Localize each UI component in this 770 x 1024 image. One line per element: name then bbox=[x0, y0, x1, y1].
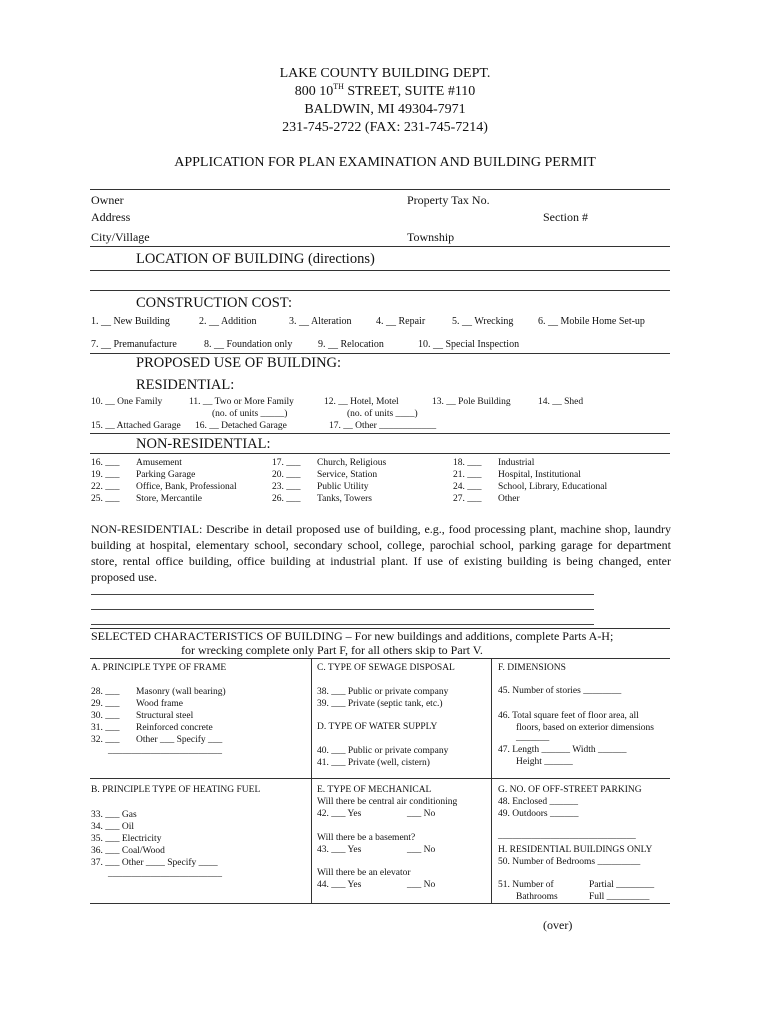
answer-line[interactable] bbox=[91, 609, 594, 610]
cost-item[interactable]: 10. __ Special Inspection bbox=[418, 339, 520, 350]
part-a-heading: A. PRINCIPLE TYPE OF FRAME bbox=[91, 663, 227, 673]
res-item-13[interactable]: 13. __ Pole Building bbox=[432, 397, 511, 407]
part-e-heading: E. TYPE OF MECHANICAL bbox=[317, 785, 432, 795]
part-b-items[interactable]: 33. ___ Gas 34. ___ Oil 35. ___ Electricity 36. ___ Coal/Wood 37. ___ Other ____ Specify ____ bbox=[91, 810, 218, 868]
part-b-heading: B. PRINCIPLE TYPE OF HEATING FUEL bbox=[91, 785, 261, 795]
top-rule bbox=[90, 189, 670, 190]
city-label[interactable]: City/Village bbox=[91, 230, 150, 244]
res-item-15[interactable]: 15. __ Attached Garage bbox=[91, 421, 181, 431]
cost-item[interactable]: 2. __ Addition bbox=[199, 316, 257, 327]
part-d-heading: D. TYPE OF WATER SUPPLY bbox=[317, 722, 438, 732]
section-label[interactable]: Section # bbox=[543, 210, 588, 224]
res-item-11[interactable]: 11. __ Two or More Family bbox=[189, 397, 294, 407]
part-f-sqft-note: floors, based on exterior dimensions bbox=[516, 723, 654, 733]
rule bbox=[90, 658, 670, 659]
res-item-14[interactable]: 14. __ Shed bbox=[538, 397, 584, 407]
res-item-12[interactable]: 12. __ Hotel, Motel bbox=[324, 397, 399, 407]
part-h-partial[interactable]: Partial ________ bbox=[589, 880, 655, 890]
rule bbox=[90, 453, 670, 454]
part-a-items: Masonry (wall bearing) Wood frame Structural steel Reinforced concrete Other ___ Specify ___ bbox=[136, 687, 226, 745]
part-g-heading: G. NO. OF OFF-STREET PARKING bbox=[498, 785, 642, 795]
township-label[interactable]: Township bbox=[407, 230, 455, 244]
res-item-10[interactable]: 10. __ One Family bbox=[91, 397, 163, 407]
part-g-outdoors[interactable]: 49. Outdoors ______ bbox=[498, 809, 579, 819]
part-a-blank[interactable]: ________________________ bbox=[108, 746, 222, 756]
part-e-q1: Will there be central air conditioning bbox=[317, 797, 458, 807]
nonres-col3-labels: Industrial Hospital, Institutional School, Library, Educational Other bbox=[498, 458, 608, 504]
res-item-16[interactable]: 16. __ Detached Garage bbox=[195, 421, 287, 431]
cost-item[interactable]: 4. __ Repair bbox=[376, 316, 426, 327]
cost-item[interactable]: 3. __ Alteration bbox=[289, 316, 352, 327]
nonres-description: NON-RESIDENTIAL: Describe in detail proposed use of building, e.g., food processing plant, machine shop, laundry building at hospital, elementary school, secondary school, college, parochial school, parking garage for department store, rental office building, office building at industrial plant. If use of existing building is being changed, enter proposed use. bbox=[91, 522, 671, 584]
part-e-q1-yes[interactable]: 42. ___ Yes bbox=[317, 809, 362, 819]
rule bbox=[90, 903, 670, 904]
property-tax-label[interactable]: Property Tax No. bbox=[407, 193, 490, 207]
rule bbox=[90, 778, 670, 779]
part-h-bedrooms[interactable]: 50. Number of Bedrooms _________ bbox=[498, 857, 641, 867]
part-e-q2-yes[interactable]: 43. ___ Yes bbox=[317, 845, 362, 855]
residential-heading: RESIDENTIAL: bbox=[136, 377, 235, 393]
part-e-q2-no[interactable]: ___ No bbox=[407, 845, 436, 855]
part-f-length-width[interactable]: 47. Length ______ Width ______ bbox=[498, 745, 627, 755]
form-title: APPLICATION FOR PLAN EXAMINATION AND BUILDING PERMIT bbox=[174, 155, 596, 170]
part-f-sqft-blank[interactable]: _______ bbox=[516, 733, 550, 743]
divider bbox=[491, 778, 492, 903]
dept-name: LAKE COUNTY BUILDING DEPT. bbox=[279, 66, 491, 81]
dept-street: 800 10TH STREET, SUITE #110 bbox=[294, 82, 476, 99]
divider bbox=[491, 658, 492, 778]
part-e-q3-no[interactable]: ___ No bbox=[407, 880, 436, 890]
nonres-col3-nums[interactable]: 18. ___ 21. ___ 24. ___ 27. ___ bbox=[453, 458, 482, 504]
nonresidential-heading: NON-RESIDENTIAL: bbox=[136, 436, 271, 452]
cost-item[interactable]: 5. __ Wrecking bbox=[452, 316, 514, 327]
part-c-heading: C. TYPE OF SEWAGE DISPOSAL bbox=[317, 663, 455, 673]
nonres-col1-nums[interactable]: 16. ___ 19. ___ 22. ___ 25. ___ bbox=[91, 458, 120, 504]
cost-item[interactable]: 6. __ Mobile Home Set-up bbox=[538, 316, 645, 327]
address-label[interactable]: Address bbox=[91, 210, 131, 224]
nonres-col1-labels: Amusement Parking Garage Office, Bank, Professional Store, Mercantile bbox=[136, 458, 237, 504]
part-e-q3-yes[interactable]: 44. ___ Yes bbox=[317, 880, 362, 890]
rule bbox=[90, 270, 670, 271]
rule bbox=[90, 353, 670, 354]
part-e-q2: Will there be a basement? bbox=[317, 833, 416, 843]
rule bbox=[90, 433, 670, 434]
part-h-bathrooms-label: Bathrooms bbox=[516, 892, 558, 902]
res-item-12-units[interactable]: (no. of units ____) bbox=[347, 409, 418, 419]
part-h-heading: H. RESIDENTIAL BUILDINGS ONLY bbox=[498, 845, 653, 855]
part-f-sqft[interactable]: 46. Total square feet of floor area, all bbox=[498, 711, 639, 721]
part-e-q1-no[interactable]: ___ No bbox=[407, 809, 436, 819]
part-h-blank: _____________________________ bbox=[498, 831, 636, 841]
part-f-stories[interactable]: 45. Number of stories ________ bbox=[498, 686, 622, 696]
part-f-height[interactable]: Height ______ bbox=[516, 757, 573, 767]
answer-line[interactable] bbox=[91, 624, 594, 625]
dept-city: BALDWIN, MI 49304-7971 bbox=[304, 102, 466, 117]
selected-characteristics-line2: for wrecking complete only Part F, for all others skip to Part V. bbox=[181, 643, 483, 657]
part-d-items[interactable]: 40. ___ Public or private company 41. ___ Private (well, cistern) bbox=[317, 746, 449, 768]
answer-line[interactable] bbox=[91, 594, 594, 595]
nonres-col2-labels: Church, Religious Service, Station Public Utility Tanks, Towers bbox=[317, 458, 387, 504]
part-c-items[interactable]: 38. ___ Public or private company 39. ___ Private (septic tank, etc.) bbox=[317, 687, 449, 709]
cost-item[interactable]: 9. __ Relocation bbox=[318, 339, 384, 350]
part-h-bathrooms: 51. Number of bbox=[498, 880, 554, 890]
location-heading: LOCATION OF BUILDING (directions) bbox=[136, 251, 375, 267]
part-f-heading: F. DIMENSIONS bbox=[498, 663, 566, 673]
owner-label[interactable]: Owner bbox=[91, 193, 124, 207]
part-b-blank[interactable]: ________________________ bbox=[108, 869, 222, 879]
proposed-use-heading: PROPOSED USE OF BUILDING: bbox=[136, 355, 342, 371]
construction-cost-heading: CONSTRUCTION COST: bbox=[136, 295, 292, 311]
part-g-enclosed[interactable]: 48. Enclosed ______ bbox=[498, 797, 578, 807]
rule bbox=[90, 246, 670, 247]
cost-item[interactable]: 8. __ Foundation only bbox=[204, 339, 293, 350]
nonres-col2-nums[interactable]: 17. ___ 20. ___ 23. ___ 26. ___ bbox=[272, 458, 301, 504]
over-label: (over) bbox=[543, 918, 573, 932]
cost-item[interactable]: 1. __ New Building bbox=[91, 316, 170, 327]
res-item-17[interactable]: 17. __ Other ____________ bbox=[329, 421, 437, 431]
dept-phone: 231-745-2722 (FAX: 231-745-7214) bbox=[282, 120, 488, 135]
part-e-q3: Will there be an elevator bbox=[317, 868, 411, 878]
res-item-11-units[interactable]: (no. of units _____) bbox=[212, 409, 288, 419]
divider bbox=[311, 658, 312, 778]
cost-item[interactable]: 7. __ Premanufacture bbox=[91, 339, 177, 350]
part-a-nums[interactable]: 28. ___ 29. ___ 30. ___ 31. ___ 32. ___ bbox=[91, 687, 120, 745]
part-h-full[interactable]: Full _________ bbox=[589, 892, 650, 902]
divider bbox=[311, 778, 312, 903]
rule bbox=[90, 290, 670, 291]
selected-characteristics-line1: SELECTED CHARACTERISTICS OF BUILDING – For new buildings and additions, complete Parts A-H; bbox=[91, 629, 614, 643]
